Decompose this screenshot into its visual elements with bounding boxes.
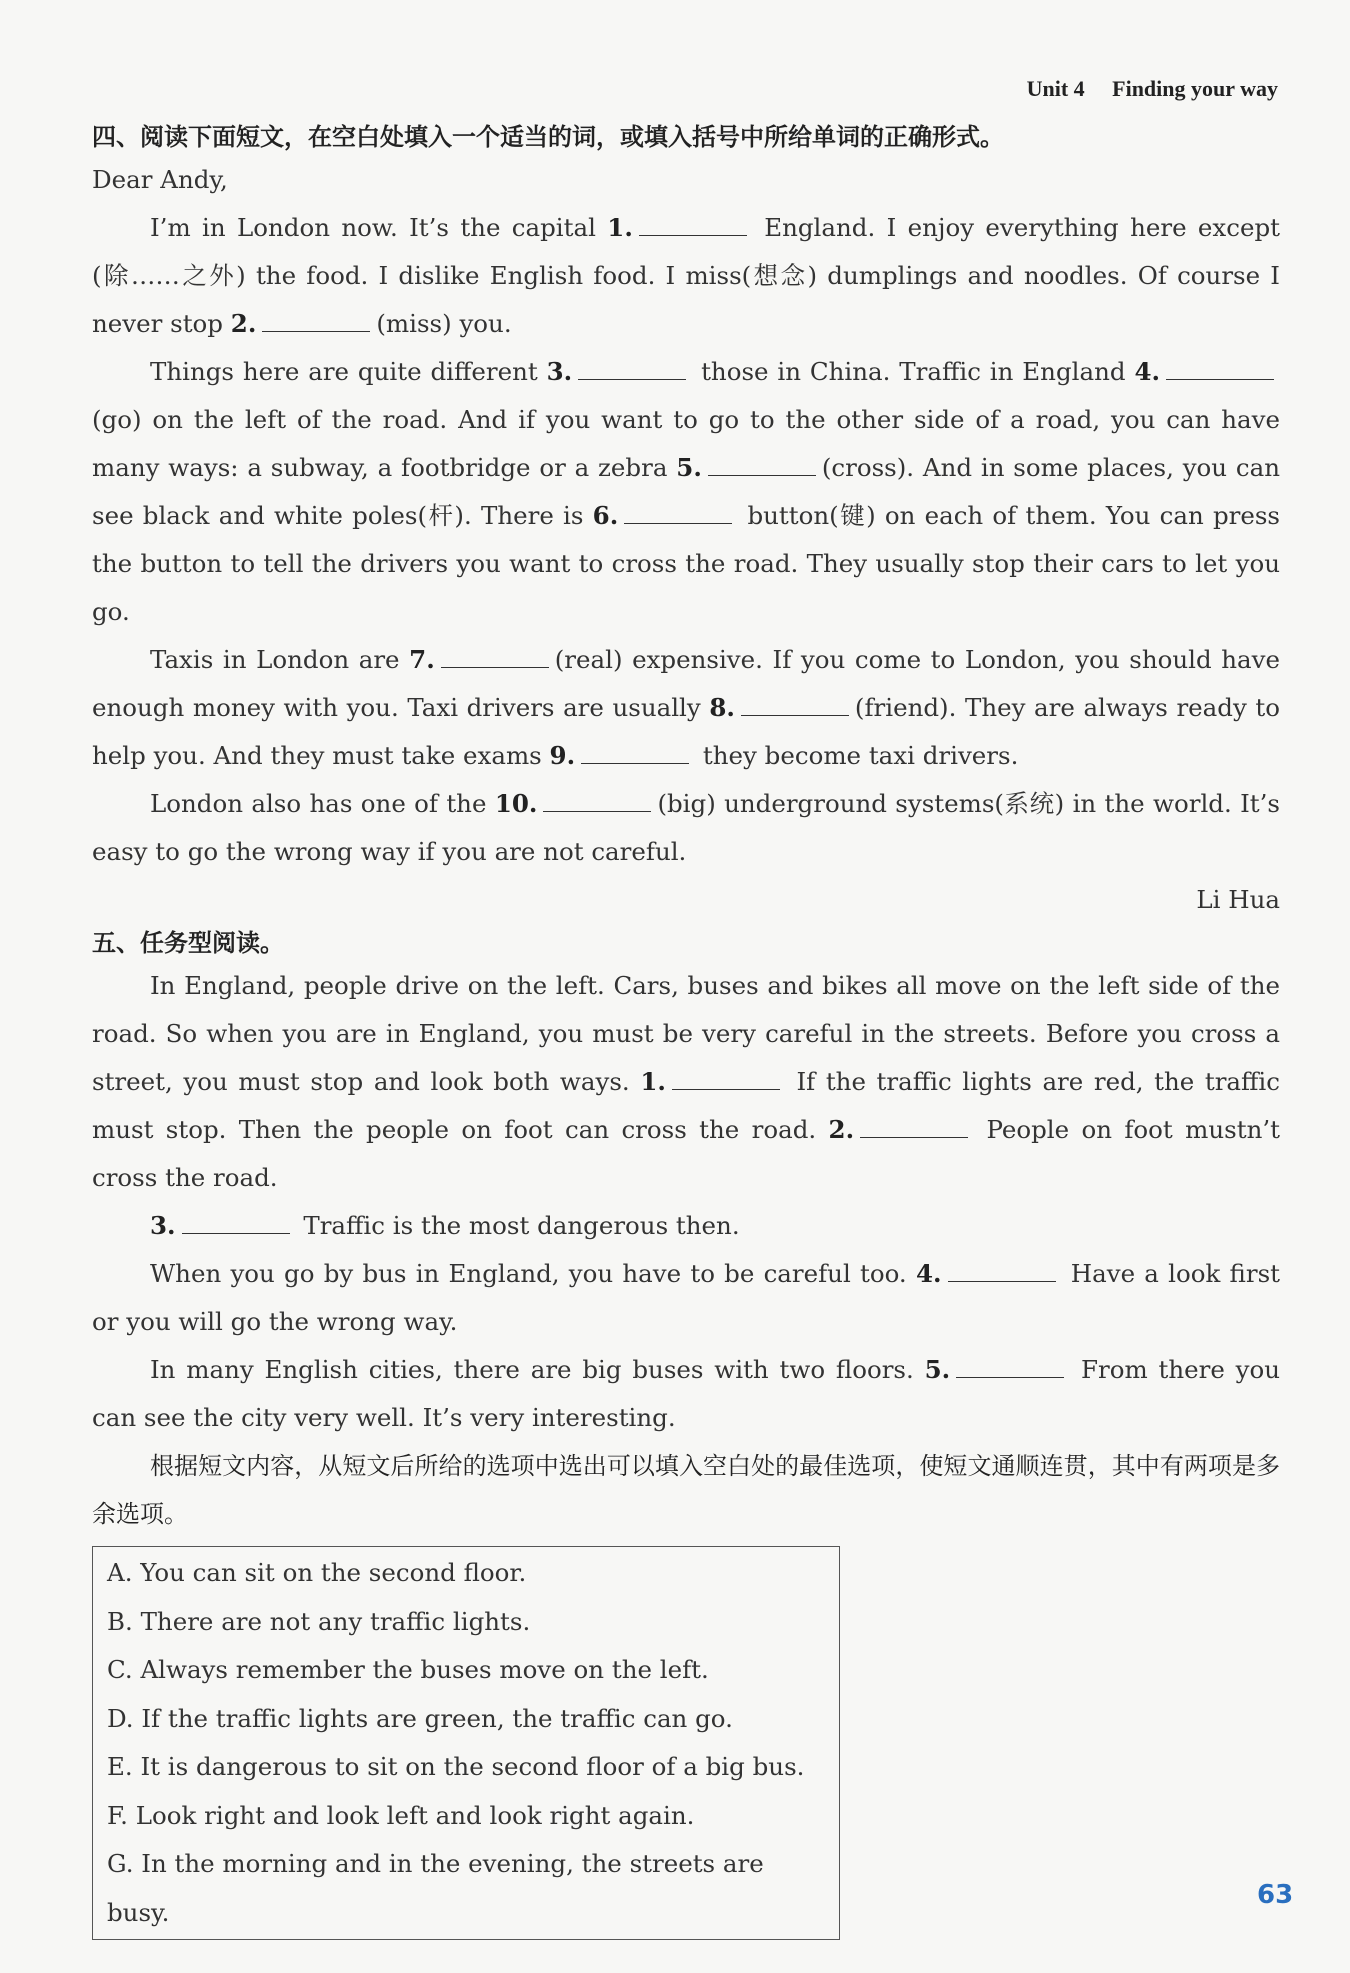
answer-blank[interactable]	[672, 1088, 780, 1090]
answer-blank[interactable]	[948, 1280, 1056, 1282]
page-content	[92, 118, 1280, 1940]
answer-blank[interactable]	[182, 1232, 290, 1234]
blank-number: 4.	[1134, 357, 1161, 386]
section5-instruction: 根据短文内容，从短文后所给的选项中选出可以填入空白处的最佳选项，使短文通顺连贯，其中有两项是多余选项。	[92, 1452, 1280, 1528]
answer-blank[interactable]	[441, 666, 549, 668]
answer-blank[interactable]	[1166, 378, 1274, 380]
answer-blank[interactable]	[581, 762, 689, 764]
section4-heading: 四、阅读下面短文，在空白处填入一个适当的词，或填入括号中所给单词的正确形式。	[92, 123, 1004, 151]
blank-number: 9.	[549, 741, 576, 770]
salutation: Dear Andy,	[92, 165, 228, 194]
answer-blank[interactable]	[624, 522, 732, 524]
blank-number: 8.	[709, 693, 735, 722]
option-e: E. It is dangerous to sit on the second floor of a big bus.	[107, 1752, 805, 1781]
blank-number: 7.	[409, 645, 435, 674]
option-g: G. In the morning and in the evening, the streets are busy.	[107, 1849, 764, 1927]
page-header	[1027, 76, 1278, 102]
section5-heading: 五、任务型阅读。	[92, 929, 284, 957]
option-c: C. Always remember the buses move on the left.	[107, 1655, 709, 1684]
blank-number: 1.	[640, 1067, 666, 1096]
page-number: 63	[1257, 1880, 1294, 1910]
section5-paragraph-2: 3. Traffic is the most dangerous then.	[150, 1211, 740, 1240]
answer-blank[interactable]	[741, 714, 849, 716]
section4-paragraph-1: I’m in London now. It’s the capital 1. England. I enjoy everything here except (除……之外) the food. I dislike English food. I miss(想念) dumplings and noodles. Of course I never stop 2. (miss) you.	[92, 213, 1280, 338]
blank-number: 5.	[676, 453, 702, 482]
unit-label: Unit 4	[1026, 76, 1085, 101]
blank-number: 4.	[915, 1259, 942, 1288]
options-box	[92, 1546, 840, 1940]
blank-number: 3.	[546, 357, 573, 386]
answer-blank[interactable]	[543, 810, 651, 812]
option-a: A. You can sit on the second floor.	[107, 1558, 527, 1587]
blank-number: 3.	[150, 1211, 176, 1240]
option-f: F. Look right and look left and look right again.	[107, 1800, 695, 1830]
answer-blank[interactable]	[578, 378, 686, 380]
section5-paragraph-3: When you go by bus in England, you have to be careful too. 4. Have a look first or you will go the wrong way.	[92, 1259, 1280, 1336]
blank-number: 5.	[924, 1355, 951, 1384]
section4-paragraph-4: London also has one of the 10. (big) underground systems(系统) in the world. It’s easy to go the wrong way if you are not careful.	[92, 789, 1280, 866]
blank-number: 1.	[607, 213, 633, 242]
section5-paragraph-4: In many English cities, there are big buses with two floors. 5. From there you can see the city very well. It’s very interesting.	[92, 1355, 1280, 1432]
option-b: B. There are not any traffic lights.	[107, 1606, 531, 1636]
blank-number: 2.	[828, 1115, 855, 1144]
blank-number: 6.	[592, 501, 619, 530]
letter-signature: Li Hua	[1196, 885, 1280, 914]
answer-blank[interactable]	[262, 330, 370, 332]
answer-blank[interactable]	[639, 234, 747, 236]
blank-number: 2.	[230, 309, 257, 338]
section4-paragraph-3: Taxis in London are 7. (real) expensive. If you come to London, you should have enough money with you. Taxi drivers are usually 8. (friend). They are always ready to help you. And they must take exams 9. they become taxi drivers.	[92, 645, 1280, 770]
unit-title: Finding your way	[1112, 76, 1278, 101]
option-d: D. If the traffic lights are green, the traffic can go.	[107, 1703, 733, 1733]
answer-blank[interactable]	[708, 474, 816, 476]
answer-blank[interactable]	[860, 1136, 968, 1138]
section5-paragraph-1: In England, people drive on the left. Cars, buses and bikes all move on the left side of the road. So when you are in England, you must be very careful in the streets. Before you cross a street, you must stop and look both ways. 1. If the traffic lights are red, the traffic must stop. Then the people on foot can cross the road. 2. People on foot mustn’t cross the road.	[92, 971, 1280, 1192]
blank-number: 10.	[494, 789, 538, 818]
answer-blank[interactable]	[956, 1376, 1064, 1378]
section4-paragraph-2: Things here are quite different 3. those in China. Traffic in England 4. (go) on the left of the road. And if you want to go to the other side of a road, you can have many ways: a subway, a footbridge or a zebra 5. (cross). And in some places, you can see black and white poles(杆). There is 6. button(键) on each of them. You can press the button to tell the drivers you want to cross the road. They usually stop their cars to let you go.	[92, 357, 1281, 626]
